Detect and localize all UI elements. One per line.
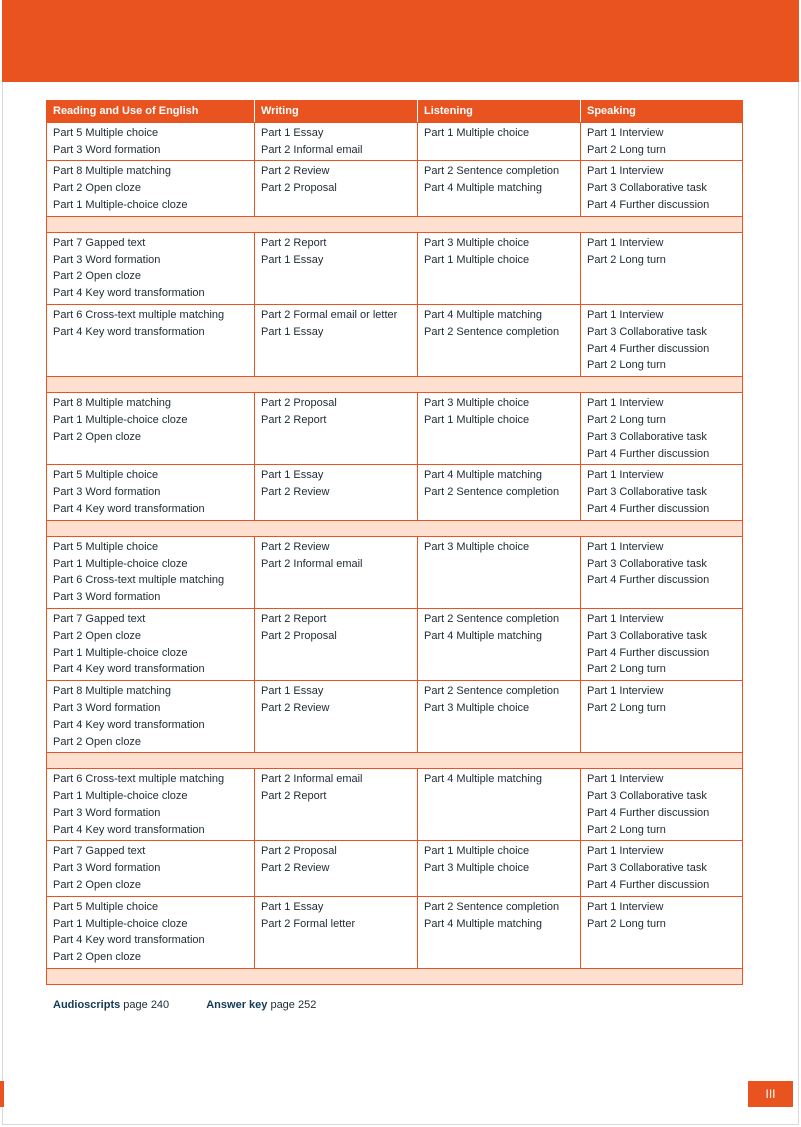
cell-line: Part 2 Long turn	[587, 917, 666, 930]
cell-line: Part 1 Interview	[587, 540, 664, 553]
table-row	[47, 465, 743, 520]
header-reading: Reading and Use of English	[47, 101, 255, 123]
cell-line: Part 4 Further discussion	[587, 447, 710, 460]
cell-line: Part 4 Multiple matching	[424, 629, 542, 642]
cell-line: Part 1 Multiple-choice cloze	[53, 413, 188, 426]
cell-line: Part 7 Gapped text	[53, 236, 146, 249]
cell-line: Part 2 Review	[261, 862, 330, 875]
cell-line: Part 2 Proposal	[261, 845, 337, 858]
cell-line: Part 1 Essay	[261, 253, 324, 266]
group-separator-row	[47, 969, 743, 985]
table-cell	[581, 304, 743, 376]
cell-line: Part 5 Multiple choice	[53, 900, 159, 913]
table-cell	[581, 465, 743, 520]
table-cell	[255, 393, 418, 465]
cell-line: Part 1 Interview	[587, 685, 664, 698]
cell-line: Part 4 Multiple matching	[424, 773, 542, 786]
cell-line: Part 2 Long turn	[587, 823, 666, 836]
cell-line: Part 1 Multiple-choice cloze	[53, 790, 188, 803]
cell-line: Part 8 Multiple matching	[53, 165, 171, 178]
cell-line: Part 1 Essay	[261, 325, 324, 338]
answer-key-label: Answer key	[206, 999, 268, 1011]
table-cell	[581, 536, 743, 608]
table-cell	[47, 841, 255, 896]
page-number: III	[748, 1081, 793, 1107]
table-cell	[47, 769, 255, 841]
header-speaking: Speaking	[581, 101, 743, 123]
cell-line: Part 2 Formal letter	[261, 917, 356, 930]
table-cell	[418, 465, 581, 520]
cell-line: Part 4 Further discussion	[587, 502, 710, 515]
cell-line: Part 2 Open cloze	[53, 735, 142, 748]
cell-line: Part 1 Interview	[587, 773, 664, 786]
cell-line: Part 2 Proposal	[261, 182, 337, 195]
cell-line: Part 2 Open cloze	[53, 879, 142, 892]
cell-line: Part 1 Multiple-choice cloze	[53, 917, 188, 930]
cell-line: Part 2 Open cloze	[53, 951, 142, 964]
cell-line: Part 1 Essay	[261, 900, 324, 913]
table-cell	[47, 161, 255, 216]
table-row	[47, 393, 743, 465]
cell-line: Part 4 Further discussion	[587, 879, 710, 892]
table-row	[47, 304, 743, 376]
cell-line: Part 2 Review	[261, 165, 330, 178]
cell-line: Part 1 Interview	[587, 236, 664, 249]
table-cell	[47, 681, 255, 753]
header-writing: Writing	[255, 101, 418, 123]
left-edge-tab	[0, 1081, 4, 1107]
cell-line: Part 1 Multiple choice	[424, 253, 530, 266]
table-row	[47, 681, 743, 753]
table-header-row	[47, 101, 743, 123]
cell-line: Part 4 Multiple matching	[424, 182, 542, 195]
cell-line: Part 1 Interview	[587, 469, 664, 482]
cell-line: Part 5 Multiple choice	[53, 126, 159, 139]
answer-key-reference[interactable]	[206, 999, 316, 1011]
group-separator	[47, 753, 743, 769]
group-separator-row	[47, 520, 743, 536]
table-cell	[581, 608, 743, 680]
cell-line: Part 4 Key word transformation	[53, 934, 205, 947]
cell-line: Part 4 Key word transformation	[53, 502, 205, 515]
cell-line: Part 1 Multiple-choice cloze	[53, 557, 188, 570]
answer-key-page: page 252	[267, 999, 317, 1011]
cell-line: Part 2 Report	[261, 413, 327, 426]
cell-line: Part 2 Sentence completion	[424, 486, 560, 499]
cell-line: Part 3 Collaborative task	[587, 629, 707, 642]
table-cell	[255, 232, 418, 304]
table-cell	[47, 122, 255, 161]
table-row	[47, 769, 743, 841]
table-row	[47, 232, 743, 304]
cell-line: Part 2 Informal email	[261, 557, 363, 570]
cell-line: Part 1 Multiple choice	[424, 413, 530, 426]
cell-line: Part 1 Interview	[587, 308, 664, 321]
cell-line: Part 3 Collaborative task	[587, 486, 707, 499]
cell-line: Part 4 Further discussion	[587, 646, 710, 659]
cell-line: Part 3 Multiple choice	[424, 236, 530, 249]
table-cell	[255, 536, 418, 608]
cell-line: Part 6 Cross-text multiple matching	[53, 574, 225, 587]
cell-line: Part 2 Long turn	[587, 413, 666, 426]
group-separator-row	[47, 216, 743, 232]
table-cell	[418, 232, 581, 304]
cell-line: Part 3 Multiple choice	[424, 397, 530, 410]
cell-line: Part 3 Word formation	[53, 701, 161, 714]
header-band	[2, 0, 799, 82]
cell-line: Part 2 Long turn	[587, 359, 666, 372]
cell-line: Part 2 Sentence completion	[424, 325, 560, 338]
cell-line: Part 3 Multiple choice	[424, 701, 530, 714]
cell-line: Part 2 Sentence completion	[424, 165, 560, 178]
table-cell	[47, 232, 255, 304]
group-separator	[47, 969, 743, 985]
table-cell	[255, 681, 418, 753]
cell-line: Part 2 Open cloze	[53, 270, 142, 283]
table-row	[47, 122, 743, 161]
cell-line: Part 5 Multiple choice	[53, 469, 159, 482]
cell-line: Part 6 Cross-text multiple matching	[53, 773, 225, 786]
table-cell	[581, 232, 743, 304]
table-cell	[255, 841, 418, 896]
table-cell	[47, 304, 255, 376]
cell-line: Part 1 Interview	[587, 165, 664, 178]
table-cell	[581, 896, 743, 968]
cell-line: Part 3 Collaborative task	[587, 430, 707, 443]
cell-line: Part 8 Multiple matching	[53, 397, 171, 410]
table-cell	[255, 122, 418, 161]
cell-line: Part 2 Open cloze	[53, 430, 142, 443]
cell-line: Part 4 Further discussion	[587, 342, 710, 355]
cell-line: Part 1 Multiple-choice cloze	[53, 646, 188, 659]
cell-line: Part 3 Word formation	[53, 253, 161, 266]
table-cell	[418, 841, 581, 896]
cell-line: Part 3 Collaborative task	[587, 862, 707, 875]
table-cell	[418, 536, 581, 608]
cell-line: Part 4 Multiple matching	[424, 469, 542, 482]
table-cell	[255, 161, 418, 216]
footer-references	[53, 999, 350, 1011]
table-body	[47, 122, 743, 984]
cell-line: Part 2 Long turn	[587, 701, 666, 714]
audioscripts-page: page 240	[120, 999, 170, 1011]
cell-line: Part 1 Interview	[587, 126, 664, 139]
table-cell	[418, 304, 581, 376]
cell-line: Part 4 Key word transformation	[53, 287, 205, 300]
cell-line: Part 4 Key word transformation	[53, 718, 205, 731]
cell-line: Part 4 Key word transformation	[53, 823, 205, 836]
cell-line: Part 4 Further discussion	[587, 574, 710, 587]
cell-line: Part 2 Open cloze	[53, 182, 142, 195]
cell-line: Part 1 Interview	[587, 612, 664, 625]
cell-line: Part 6 Cross-text multiple matching	[53, 308, 225, 321]
cell-line: Part 8 Multiple matching	[53, 685, 171, 698]
table-row	[47, 536, 743, 608]
cell-line: Part 4 Multiple matching	[424, 917, 542, 930]
cell-line: Part 2 Sentence completion	[424, 612, 560, 625]
units-table	[46, 100, 743, 985]
table-cell	[418, 393, 581, 465]
cell-line: Part 3 Multiple choice	[424, 540, 530, 553]
table-cell	[581, 393, 743, 465]
cell-line: Part 3 Word formation	[53, 591, 161, 604]
cell-line: Part 4 Key word transformation	[53, 663, 205, 676]
cell-line: Part 2 Long turn	[587, 253, 666, 266]
cell-line: Part 7 Gapped text	[53, 845, 146, 858]
cell-line: Part 2 Proposal	[261, 629, 337, 642]
cell-line: Part 2 Report	[261, 612, 327, 625]
cell-line: Part 2 Sentence completion	[424, 900, 560, 913]
cell-line: Part 2 Open cloze	[53, 629, 142, 642]
cell-line: Part 4 Key word transformation	[53, 325, 205, 338]
cell-line: Part 1 Multiple choice	[424, 126, 530, 139]
cell-line: Part 1 Multiple-choice cloze	[53, 198, 188, 211]
cell-line: Part 2 Informal email	[261, 773, 363, 786]
cell-line: Part 2 Proposal	[261, 397, 337, 410]
cell-line: Part 2 Review	[261, 486, 330, 499]
cell-line: Part 1 Interview	[587, 397, 664, 410]
table-cell	[418, 161, 581, 216]
cell-line: Part 1 Interview	[587, 900, 664, 913]
audioscripts-reference[interactable]	[53, 999, 169, 1011]
cell-line: Part 4 Further discussion	[587, 806, 710, 819]
cell-line: Part 3 Collaborative task	[587, 557, 707, 570]
cell-line: Part 7 Gapped text	[53, 612, 146, 625]
cell-line: Part 3 Multiple choice	[424, 862, 530, 875]
audioscripts-label: Audioscripts	[53, 999, 121, 1011]
table-cell	[255, 304, 418, 376]
cell-line: Part 1 Multiple choice	[424, 845, 530, 858]
table-cell	[47, 896, 255, 968]
header-listening: Listening	[418, 101, 581, 123]
table-row	[47, 896, 743, 968]
table-cell	[255, 769, 418, 841]
table-cell	[418, 769, 581, 841]
table-cell	[418, 896, 581, 968]
cell-line: Part 2 Formal email or letter	[261, 308, 398, 321]
table-cell	[255, 465, 418, 520]
table-cell	[418, 681, 581, 753]
table-cell	[581, 122, 743, 161]
table-cell	[581, 841, 743, 896]
cell-line: Part 3 Collaborative task	[587, 182, 707, 195]
cell-line: Part 2 Sentence completion	[424, 685, 560, 698]
cell-line: Part 3 Word formation	[53, 143, 161, 156]
group-separator-row	[47, 753, 743, 769]
cell-line: Part 2 Long turn	[587, 663, 666, 676]
cell-line: Part 3 Word formation	[53, 806, 161, 819]
table-cell	[581, 769, 743, 841]
table-cell	[255, 896, 418, 968]
cell-line: Part 2 Review	[261, 701, 330, 714]
cell-line: Part 2 Informal email	[261, 143, 363, 156]
group-separator	[47, 520, 743, 536]
table-cell	[418, 608, 581, 680]
table-cell	[418, 122, 581, 161]
cell-line: Part 3 Collaborative task	[587, 325, 707, 338]
cell-line: Part 2 Report	[261, 790, 327, 803]
cell-line: Part 3 Collaborative task	[587, 790, 707, 803]
cell-line: Part 4 Further discussion	[587, 198, 710, 211]
table-cell	[47, 393, 255, 465]
cell-line: Part 2 Report	[261, 236, 327, 249]
group-separator	[47, 216, 743, 232]
table-cell	[47, 465, 255, 520]
table-cell	[581, 161, 743, 216]
table-cell	[47, 536, 255, 608]
cell-line: Part 3 Word formation	[53, 486, 161, 499]
group-separator-row	[47, 377, 743, 393]
table-cell	[255, 608, 418, 680]
table-cell	[581, 681, 743, 753]
table-row	[47, 841, 743, 896]
cell-line: Part 4 Multiple matching	[424, 308, 542, 321]
cell-line: Part 1 Interview	[587, 845, 664, 858]
table-row	[47, 161, 743, 216]
group-separator	[47, 377, 743, 393]
cell-line: Part 5 Multiple choice	[53, 540, 159, 553]
table-cell	[47, 608, 255, 680]
cell-line: Part 1 Essay	[261, 126, 324, 139]
cell-line: Part 1 Essay	[261, 685, 324, 698]
cell-line: Part 1 Essay	[261, 469, 324, 482]
cell-line: Part 2 Review	[261, 540, 330, 553]
table-row	[47, 608, 743, 680]
cell-line: Part 2 Long turn	[587, 143, 666, 156]
cell-line: Part 3 Word formation	[53, 862, 161, 875]
